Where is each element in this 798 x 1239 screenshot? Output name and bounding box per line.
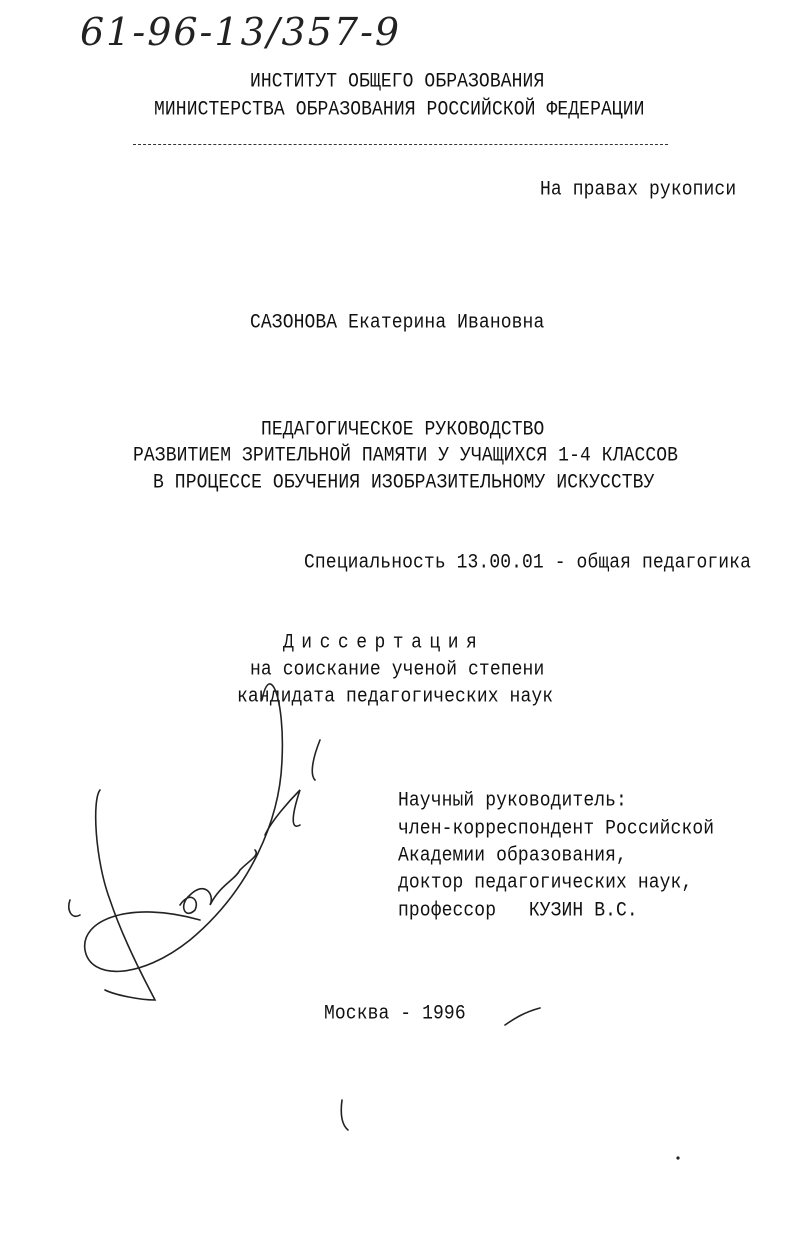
ink-dot <box>676 1156 679 1159</box>
title-line-3: В ПРОЦЕССЕ ОБУЧЕНИЯ ИЗОБРАЗИТЕЛЬНОМУ ИСКУССТВУ <box>153 471 655 495</box>
rights-note: На правах рукописи <box>540 178 737 202</box>
supervisor-label: Научный руководитель: <box>398 789 627 813</box>
title-line-1: ПЕДАГОГИЧЕСКОЕ РУКОВОДСТВО <box>261 418 545 442</box>
author-name: САЗОНОВА Екатерина Ивановна <box>250 311 545 335</box>
institute-line-1: ИНСТИТУТ ОБЩЕГО ОБРАЗОВАНИЯ <box>250 70 545 94</box>
title-line-2: РАЗВИТИЕМ ЗРИТЕЛЬНОЙ ПАМЯТИ У УЧАЩИХСЯ 1-4 КЛАССОВ <box>133 444 679 468</box>
handwritten-archive-number: 61-96-13/357-9 <box>80 10 402 54</box>
supervisor-line-4: профессор КУЗИН В.С. <box>398 899 638 923</box>
degree-line-1: на соискание ученой степени <box>250 658 545 682</box>
city-year: Москва - 1996 <box>324 1002 466 1026</box>
specialty: Специальность 13.00.01 - общая педагогика <box>304 551 751 575</box>
supervisor-line-3: доктор педагогических наук, <box>398 871 693 895</box>
supervisor-line-2: Академии образования, <box>398 844 627 868</box>
supervisor-line-1: член-корреспондент Российской <box>398 817 715 841</box>
degree-line-2: кандидата педагогических наук <box>237 685 554 709</box>
institute-line-2: МИНИСТЕРСТВА ОБРАЗОВАНИЯ РОССИЙСКОЙ ФЕДЕРАЦИИ <box>154 98 645 122</box>
degree-heading: Диссертация <box>283 631 485 655</box>
